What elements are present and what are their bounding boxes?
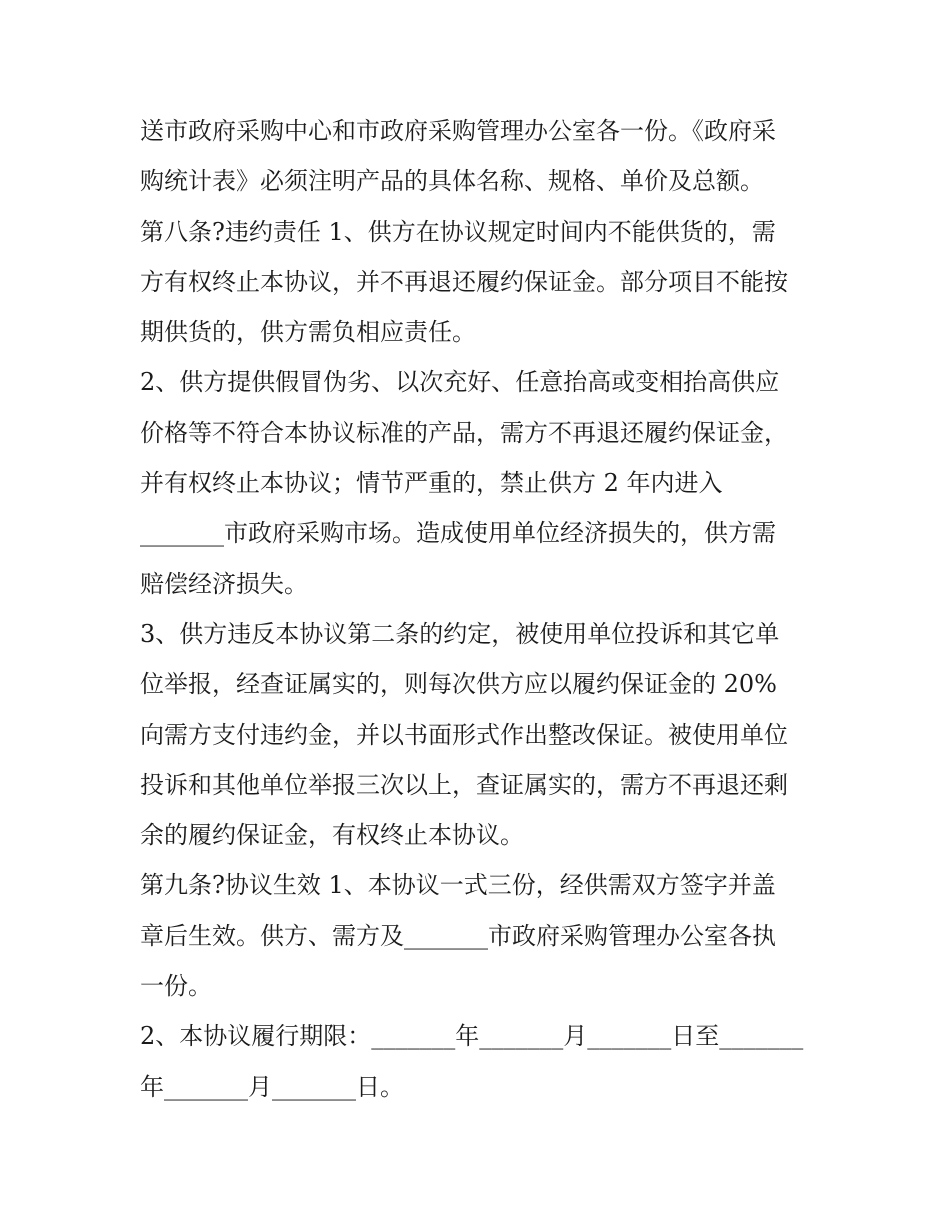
text-line: 购统计表》必须注明产品的具体名称、规格、单价及总额。 xyxy=(140,167,764,196)
text-line: 向需方支付违约金，并以书面形式作出整改保证。被使用单位 xyxy=(140,720,788,749)
text-line: 位举报，经查证属实的，则每次供方应以履约保证金的 20% xyxy=(140,670,777,699)
text-line: 第九条?协议生效 1、本协议一式三份，经供需双方签字并盖 xyxy=(140,871,776,900)
text-line: 投诉和其他单位举报三次以上，查证属实的，需方不再退还剩 xyxy=(140,770,788,799)
text-line: _______市政府采购市场。造成使用单位经济损失的，供方需 xyxy=(140,519,776,548)
text-line: 送市政府采购中心和市政府采购管理办公室各一份。《政府采 xyxy=(140,117,776,145)
text-line: 章后生效。供方、需方及_______市政府采购管理办公室各执 xyxy=(140,921,776,950)
text-line: 赔偿经济损失。 xyxy=(140,569,308,598)
text-line: 第八条?违约责任 1、供方在协议规定时间内不能供货的，需 xyxy=(140,217,776,246)
text-line: 3、供方违反本协议第二条的约定，被使用单位投诉和其它单 xyxy=(140,619,780,648)
text-line: 价格等不符合本协议标准的产品，需方不再退还履约保证金， xyxy=(140,418,788,447)
text-line: 年_______月_______日。 xyxy=(140,1072,404,1101)
text-line: 2、供方提供假冒伪劣、以次充好、任意抬高或变相抬高供应 xyxy=(140,368,780,397)
text-line: 期供货的，供方需负相应责任。 xyxy=(140,318,476,347)
text-line: 余的履约保证金，有权终止本协议。 xyxy=(140,821,524,850)
text-line: 2、本协议履行期限：_______年_______月_______日至_______ xyxy=(140,1022,804,1051)
document-body xyxy=(140,106,820,1112)
text-line: 方有权终止本协议，并不再退还履约保证金。部分项目不能按 xyxy=(140,267,788,296)
text-line: 并有权终止本协议；情节严重的，禁止供方 2 年内进入 xyxy=(140,469,723,498)
text-line: 一份。 xyxy=(140,972,212,1001)
